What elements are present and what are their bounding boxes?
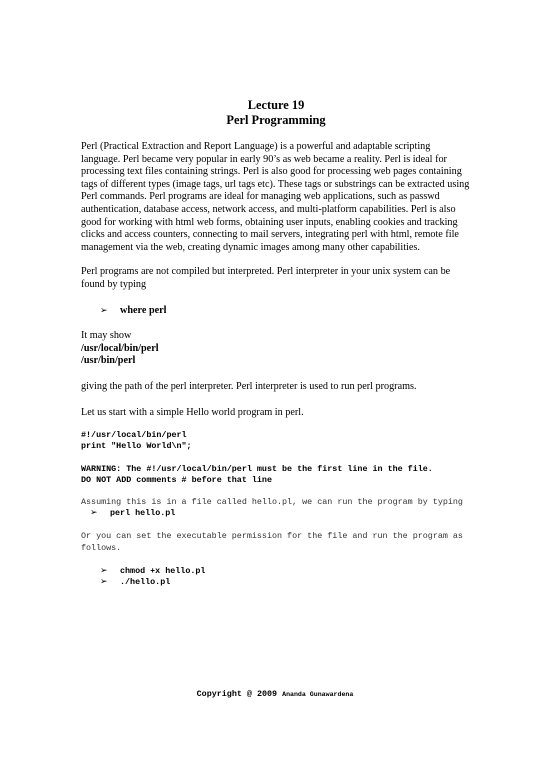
lecture-topic: Perl Programming: [226, 113, 326, 127]
hello-code-block: [81, 430, 471, 452]
run-command: perl hello.pl: [110, 508, 176, 519]
assuming-text: Assuming this is in a file called hello.pl, we can run the program by typing: [81, 496, 463, 507]
may-show-label: It may show: [81, 330, 132, 342]
hello-intro-paragraph: Let us start with a simple Hello world program in perl.: [81, 406, 304, 418]
warning-line-1: WARNING: The #!/usr/local/bin/perl must be the first line in the file.: [81, 463, 433, 474]
code-print: print "Hello World\n";: [81, 441, 192, 452]
where-perl-command: where perl: [120, 304, 167, 316]
or-text: Or you can set the executable permission for the file and run the program as follows.: [81, 531, 463, 553]
intro-paragraph: Perl (Practical Extraction and Report Language) is a powerful and adaptable scripting language. Perl became very popular in early 90’s as web became a reality. Perl is ideal for processing text files containing strings. Perl is also good for processing web pages containing tags of different types (image tags, url tags etc). These tags or substrings can be extracted using Perl commands. Perl programs are ideal for managing web applications, such as passwd authentication, database access, network access, and multi-platform capabilities. Perl is also good for working with html web forms, obtaining user inputs, enabling cookies and tracking clicks and access counters, connecting to mail servers, integrating perl with html, remote file management via the web, creating dynamic images among many other capabilities.: [81, 141, 470, 253]
arrow-bullet-icon: ➢: [100, 565, 108, 576]
perl-path-1: /usr/local/bin/perl: [81, 342, 159, 354]
page-footer: [0, 689, 550, 699]
chmod-command: chmod +x hello.pl: [120, 565, 206, 576]
bullet-run-cmd: [90, 508, 471, 519]
bullet-where-perl: [100, 305, 471, 318]
warning-line-2: DO NOT ADD comments # before that line: [81, 474, 272, 485]
arrow-bullet-icon: ➢: [100, 576, 108, 587]
copyright-text: Copyright @ 2009: [196, 689, 278, 699]
code-shebang: #!/usr/local/bin/perl: [81, 430, 187, 441]
document-body: [81, 98, 471, 588]
arrow-bullet-icon: ➢: [90, 508, 98, 519]
author-name: Ananda Gunawardena: [282, 691, 354, 698]
warning-block: [81, 464, 471, 486]
bullet-chmod-cmd: [100, 566, 471, 577]
exec-command: ./hello.pl: [120, 576, 171, 587]
lecture-number: Lecture 19: [247, 98, 305, 112]
arrow-bullet-icon: ➢: [100, 305, 108, 316]
bullet-exec-cmd: [100, 577, 471, 588]
perl-path-2: /usr/bin/perl: [81, 355, 136, 367]
interpreted-paragraph: Perl programs are not compiled but interpreted. Perl interpreter in your unix system can be found by typing: [81, 266, 451, 290]
may-show-text: [81, 330, 471, 368]
lecture-title: [81, 98, 471, 128]
giving-path-paragraph: giving the path of the perl interpreter. Perl interpreter is used to run perl programs.: [81, 380, 417, 392]
